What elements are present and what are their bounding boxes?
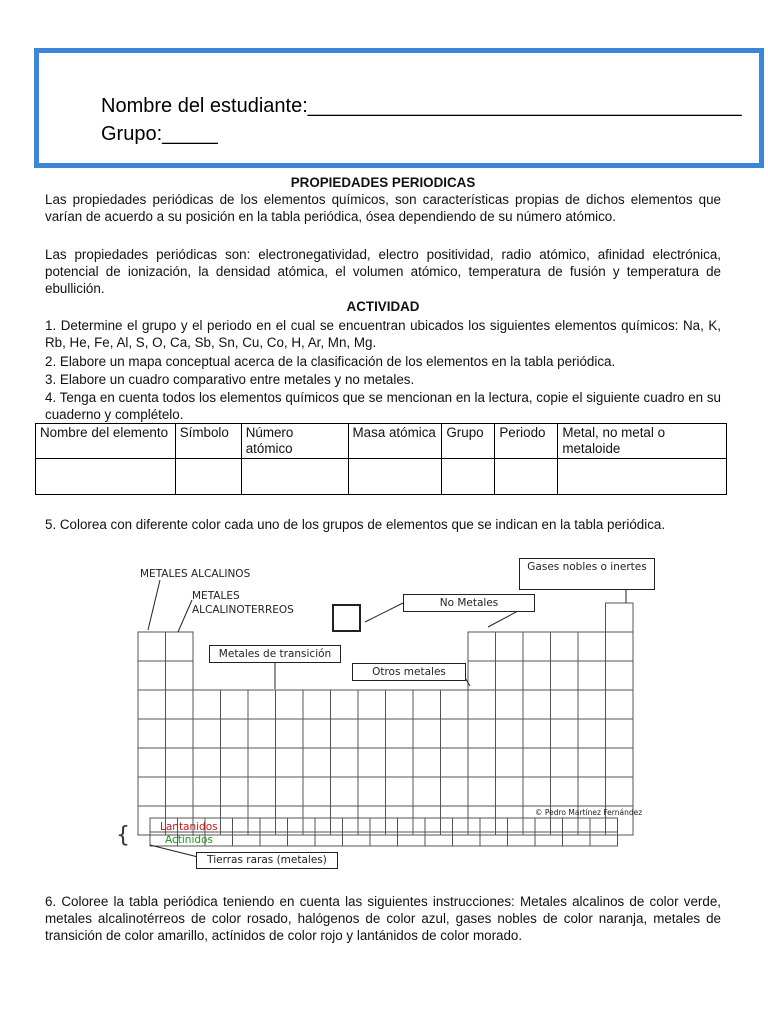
label-no-metales: No Metales xyxy=(403,594,535,612)
element-cell xyxy=(551,661,579,690)
element-cell xyxy=(166,748,194,777)
element-cell xyxy=(276,690,304,719)
element-cell xyxy=(413,719,441,748)
element-cell xyxy=(578,719,606,748)
table-header-cell: Símbolo xyxy=(175,424,241,459)
element-cell xyxy=(303,806,331,835)
activity-item-6: 6. Coloree la tabla periódica teniendo en cuenta las siguientes instrucciones: Metales alcalinos de color verde, metales alcalinotérreos de color rosado, halógenos de color azul, gases nobles de color naranja, metales de transición de color amarillo, actínidos de color rojo y lantánidos de color morado. xyxy=(45,894,721,943)
element-cell xyxy=(138,632,166,661)
page-title: PROPIEDADES PERIODICAS xyxy=(290,175,476,190)
element-cell xyxy=(248,806,276,835)
element-cell xyxy=(523,661,551,690)
element-cell xyxy=(303,777,331,806)
no-metales-arrow xyxy=(365,603,403,622)
element-cell xyxy=(386,748,414,777)
element-cell xyxy=(578,661,606,690)
element-cell xyxy=(138,777,166,806)
element-cell xyxy=(523,632,551,661)
element-cell xyxy=(166,661,194,690)
element-cell xyxy=(138,661,166,690)
element-cell xyxy=(138,719,166,748)
element-cell xyxy=(468,748,496,777)
credit-text: © Pedro Martínez Fernández xyxy=(535,808,643,817)
element-cell xyxy=(358,719,386,748)
element-cell xyxy=(221,719,249,748)
student-name-label: Nombre del estudiante:_______________________________________ xyxy=(101,95,742,117)
element-cell xyxy=(441,777,469,806)
table-header-cell: Masa atómica xyxy=(348,424,442,459)
activity-item-3: 3. Elabore un cuadro comparativo entre metales y no metales. xyxy=(45,372,415,387)
activity-title: ACTIVIDAD xyxy=(346,299,420,314)
label-lantanidos: Lantanidos xyxy=(160,821,218,833)
element-cell xyxy=(551,748,579,777)
element-cell xyxy=(303,748,331,777)
table-header-cell: Grupo xyxy=(442,424,495,459)
bracket-icon: { xyxy=(116,823,130,848)
element-cell xyxy=(386,690,414,719)
element-cell xyxy=(468,806,496,835)
element-cell xyxy=(248,777,276,806)
element-cell xyxy=(276,748,304,777)
label-alcalinoterreos-2: ALCALINOTERREOS xyxy=(192,604,294,616)
element-cell xyxy=(606,777,634,806)
element-cell xyxy=(331,719,359,748)
element-cell xyxy=(386,806,414,835)
element-cell xyxy=(441,806,469,835)
alcalinoterreos-pointer xyxy=(178,600,192,632)
label-metales-transicion: Metales de transición xyxy=(209,645,341,663)
element-cell xyxy=(606,632,634,661)
group-label: Grupo:_____ xyxy=(101,123,218,145)
element-cell xyxy=(413,690,441,719)
element-cell xyxy=(166,690,194,719)
label-gases-nobles: Gases nobles o inertes xyxy=(519,558,655,590)
element-cell xyxy=(358,748,386,777)
element-cell xyxy=(496,777,524,806)
intro-paragraph-2: Las propiedades periódicas son: electronegatividad, electro positividad, radio atómico, afinidad electrónica, potencial de ionización, la densidad atómica, el volumen atómico, temperatura de fusión y temperatura de ebullición. xyxy=(45,247,721,296)
element-cell xyxy=(193,690,221,719)
element-cell xyxy=(441,719,469,748)
element-cell xyxy=(606,603,634,632)
label-alcalinoterreos-1: METALES xyxy=(192,590,240,602)
table-header-cell: Número atómico xyxy=(241,424,348,459)
label-otros-metales: Otros metales xyxy=(352,663,466,681)
element-cell xyxy=(441,748,469,777)
element-cell xyxy=(303,719,331,748)
element-cell xyxy=(551,719,579,748)
element-cell xyxy=(496,748,524,777)
element-cell xyxy=(578,690,606,719)
element-cell xyxy=(221,806,249,835)
element-cell xyxy=(468,632,496,661)
element-cell xyxy=(578,632,606,661)
element-cell xyxy=(276,777,304,806)
element-cell xyxy=(358,690,386,719)
activity-item-2: 2. Elabore un mapa conceptual acerca de la clasificación de los elementos en la tabla periódica. xyxy=(45,354,616,369)
element-cell xyxy=(468,719,496,748)
element-cell xyxy=(606,690,634,719)
element-cell xyxy=(166,632,194,661)
element-cell xyxy=(166,719,194,748)
element-cell xyxy=(386,777,414,806)
element-cell xyxy=(551,690,579,719)
label-metales-alcalinos: METALES ALCALINOS xyxy=(140,568,251,580)
element-cell xyxy=(496,719,524,748)
element-cell xyxy=(248,748,276,777)
element-cell xyxy=(523,777,551,806)
element-cell xyxy=(606,719,634,748)
element-cell xyxy=(248,690,276,719)
intro-paragraph-1: Las propiedades periódicas de los elementos químicos, son características propias de dichos elementos que varían de acuerdo a su posición en la tabla periódica, ósea dependiendo de su número atómico. xyxy=(45,192,721,224)
element-cell xyxy=(221,777,249,806)
element-cell xyxy=(248,719,276,748)
element-cell xyxy=(606,748,634,777)
element-cell xyxy=(221,748,249,777)
element-cell xyxy=(523,719,551,748)
element-cell xyxy=(578,777,606,806)
element-cell xyxy=(358,806,386,835)
element-cell xyxy=(193,719,221,748)
element-cell xyxy=(496,690,524,719)
element-cell xyxy=(221,690,249,719)
label-actinidos: Actinidos xyxy=(165,834,213,846)
element-cell xyxy=(441,690,469,719)
element-cell xyxy=(551,632,579,661)
activity-item-4: 4. Tenga en cuenta todos los elementos químicos que se mencionan en la lectura, copie el siguiente cuadro en su cuaderno y complételo. xyxy=(45,390,721,422)
element-cell xyxy=(496,806,524,835)
element-cell xyxy=(523,690,551,719)
element-cell xyxy=(331,690,359,719)
alcalinos-pointer xyxy=(148,580,160,630)
element-cell xyxy=(496,632,524,661)
table-header-cell: Nombre del elemento xyxy=(36,424,176,459)
element-cell xyxy=(276,806,304,835)
element-cell xyxy=(413,748,441,777)
element-cell xyxy=(413,777,441,806)
element-cell xyxy=(468,777,496,806)
table-header-cell: Periodo xyxy=(495,424,558,459)
element-cell xyxy=(276,719,304,748)
element-cell xyxy=(193,748,221,777)
element-cell xyxy=(413,806,441,835)
element-cell xyxy=(358,777,386,806)
label-tierras-raras: Tierras raras (metales) xyxy=(196,852,338,869)
element-cell xyxy=(331,806,359,835)
sample-square xyxy=(333,605,360,631)
element-cell xyxy=(193,777,221,806)
element-cell xyxy=(468,690,496,719)
activity-item-5: 5. Colorea con diferente color cada uno de los grupos de elementos que se indican en la tabla periódica. xyxy=(45,517,666,532)
element-cell xyxy=(166,777,194,806)
element-cell xyxy=(303,690,331,719)
element-cell xyxy=(138,748,166,777)
element-cell xyxy=(496,661,524,690)
element-cell xyxy=(551,777,579,806)
element-cell xyxy=(606,661,634,690)
element-cell xyxy=(386,719,414,748)
table-header-cell: Metal, no metal o metaloide xyxy=(558,424,727,459)
element-cell xyxy=(523,748,551,777)
element-cell xyxy=(578,748,606,777)
element-cell xyxy=(468,661,496,690)
element-cell xyxy=(138,690,166,719)
element-cell xyxy=(331,777,359,806)
element-cell xyxy=(331,748,359,777)
activity-item-1: 1. Determine el grupo y el periodo en el cual se encuentran ubicados los siguientes elementos químicos: Na, K, Rb, He, Fe, Al, S, O, Ca, Sb, Sn, Cu, Co, H, Ar, Mn, Mg. xyxy=(45,318,721,350)
